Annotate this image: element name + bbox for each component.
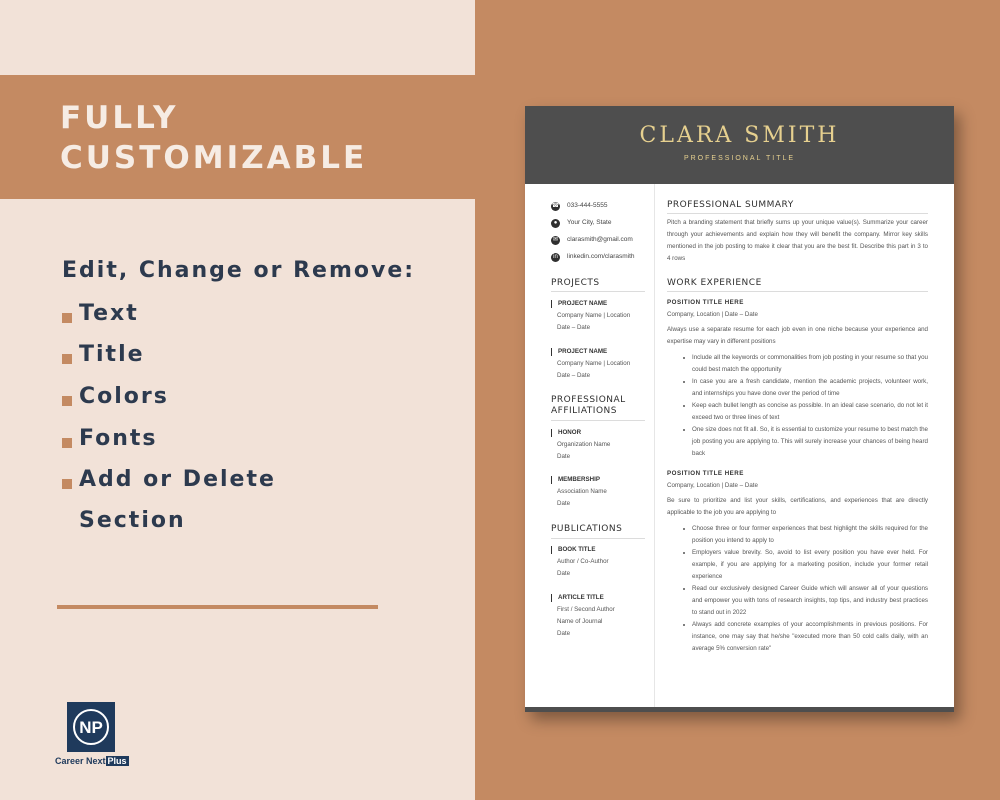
section-rule [667,213,928,214]
bullet-item: Keep each bullet length as concise as possible. In an ideal case scenario, do not let it exceed two or three lines of text [680,400,928,424]
contact-text: Your City, State [567,219,612,226]
item-line: Company Name | Location [557,312,631,319]
bullet-item: In case you are a fresh candidate, mention the academic projects, volunteer work, and internships you have done over the period of time [680,376,928,400]
item-line: Name of Journal [557,618,603,625]
job-intro: Always use a separate resume for each job even in one niche because your experience and expertise may vary in different positions [667,326,928,345]
experience-heading: WORK EXPERIENCE [667,278,762,288]
publications-heading: PUBLICATIONS [551,524,623,534]
feature-label: Title [79,342,145,367]
feature-label: Add or Delete [79,467,276,492]
feature-label: Fonts [79,426,158,451]
feature-label: Colors [79,384,169,409]
job-meta: Company, Location | Date – Date [667,482,758,489]
item-title: PROJECT NAME [551,348,651,356]
summary-heading: PROFESSIONAL SUMMARY [667,200,794,210]
item-line: Date [557,500,571,507]
item-title: HONOR [551,429,651,437]
affiliations-heading [551,395,645,417]
item-title: MEMBERSHIP [551,476,651,484]
item-title: BOOK TITLE [551,546,651,554]
square-bullet-icon [62,396,72,406]
item-line: Date – Date [557,324,591,331]
item-line: Date [557,453,571,460]
brand-name-suffix: Plus [107,756,127,766]
contact-text: clarasmith@gmail.com [567,236,633,243]
job-title: POSITION TITLE HERE [667,470,744,477]
section-rule [667,291,928,292]
item-line: Company Name | Location [557,360,631,367]
logo-letters: NP [79,718,103,737]
job-title: POSITION TITLE HERE [667,299,744,306]
feature-label: Text [79,301,139,326]
promo-divider [57,605,378,609]
square-bullet-icon [62,479,72,489]
email-icon: ✉ [552,237,559,243]
item-line: Date [557,570,571,577]
affiliations-heading-line-2: AFFILIATIONS [551,406,617,416]
location-pin-icon: ● [551,219,560,228]
publication-item [551,594,651,640]
linkedin-icon: in [551,253,560,262]
item-line: Author / Co-Author [557,558,609,565]
resume-document [525,106,954,712]
column-divider [654,184,655,707]
bullet-item: Employers value brevity. So, avoid to list every position you have ever held. For example, if you are applying for a marketing position, include your former retail experience [680,547,928,583]
resume-footer-bar [525,707,954,712]
item-line: Date [557,630,571,637]
item-title: PROJECT NAME [551,300,651,308]
career-next-plus-logo [67,702,115,752]
section-rule [551,538,645,539]
job-meta: Company, Location | Date – Date [667,311,758,318]
brand-name [55,756,129,766]
square-bullet-icon [62,313,72,323]
square-bullet-icon [62,354,72,364]
resume-name: CLARA SMITH [639,123,840,148]
section-rule [551,420,645,421]
section-rule [551,291,645,292]
contact-text: 033-444-5555 [567,202,608,209]
item-title: ARTICLE TITLE [551,594,651,602]
item-line: Association Name [557,488,607,495]
job-intro: Be sure to prioritize and list your skills, certifications, and experiences that are directly applicable to the job you are applying to [667,497,928,516]
bullet-item: Read our exclusively designed Career Guide which will answer all of your questions and empower you with tons of research insights, top tips, and industry best practices to stand out in 2022 [680,583,928,619]
phone-icon: ☎ [551,203,560,209]
bullet-item: Always add concrete examples of your accomplishments in previous positions. For instance, one may say that he/she "executed more than 50 cold calls daily, with an average 5% conversion rate" [680,619,928,655]
summary-text: Pitch a branding statement that briefly sums up your unique value(s). Summarize your career through your achievements and explain how they will benefit the company. Mirror key skills mentioned in the job posting to make it clear that you are the best fit. Describe this part in 3 to 4 rows [667,219,928,262]
edit-heading: Edit, Change or Remove: [62,258,416,283]
bullet-item: Include all the keywords or commonalities from job posting in your resume so that you could best match the opportunity [680,352,928,376]
affiliation-item [551,476,651,510]
project-item [551,300,651,334]
banner-line-2: CUSTOMIZABLE [60,140,368,176]
item-line: Organization Name [557,441,611,448]
square-bullet-icon [62,438,72,448]
project-item [551,348,651,382]
affiliation-item [551,429,651,463]
resume-title: PROFESSIONAL TITLE [683,155,796,162]
job-bullets [680,352,928,460]
bullet-item: One size does not fit all. So, it is essential to customize your resume to best match the job posting you are applying to. This will surely increase your chances of being heard back [680,424,928,460]
job-bullets [680,523,928,655]
projects-heading: PROJECTS [551,278,600,288]
feature-label-continuation: Section [79,508,186,533]
affiliations-heading-line-1: PROFESSIONAL [551,395,626,405]
item-line: Date – Date [557,372,591,379]
promo-banner [0,75,475,199]
item-line: First / Second Author [557,606,615,613]
brand-name-prefix: Career Next [55,756,106,766]
contact-text: linkedin.com/clarasmith [567,253,635,260]
bullet-item: Choose three or four former experiences that best highlight the skills required for the position you intend to apply to [680,523,928,547]
banner-line-1: FULLY [60,100,179,136]
publication-item [551,546,651,580]
